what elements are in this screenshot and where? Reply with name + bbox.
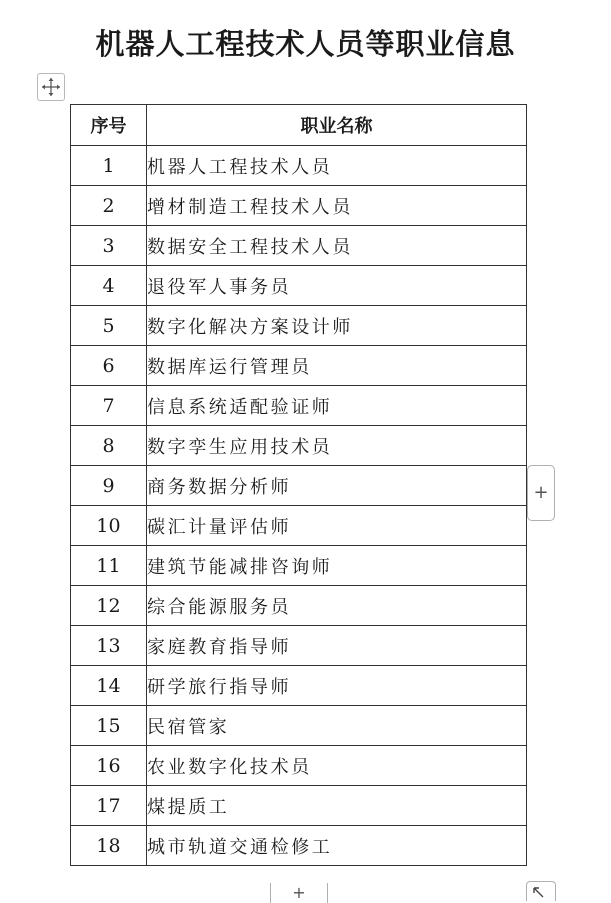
row-serial-cell[interactable]: 4: [71, 266, 147, 306]
row-serial-cell[interactable]: 1: [71, 146, 147, 186]
table-row: [71, 586, 527, 626]
row-serial-cell[interactable]: 17: [71, 786, 147, 826]
row-occupation-cell[interactable]: 综合能源服务员: [147, 586, 527, 626]
row-serial-cell[interactable]: 8: [71, 426, 147, 466]
row-occupation-cell[interactable]: 信息系统适配验证师: [147, 386, 527, 426]
table-row: [71, 146, 527, 186]
table-row: [71, 346, 527, 386]
table-row: [71, 226, 527, 266]
row-serial-cell[interactable]: 12: [71, 586, 147, 626]
row-occupation-cell[interactable]: 退役军人事务员: [147, 266, 527, 306]
row-occupation-cell[interactable]: 数据库运行管理员: [147, 346, 527, 386]
row-serial-cell[interactable]: 7: [71, 386, 147, 426]
row-serial-cell[interactable]: 6: [71, 346, 147, 386]
row-serial-cell[interactable]: 9: [71, 466, 147, 506]
row-occupation-cell[interactable]: 数字孪生应用技术员: [147, 426, 527, 466]
table-row: [71, 426, 527, 466]
row-occupation-cell[interactable]: 煤提质工: [147, 786, 527, 826]
table-row: [71, 706, 527, 746]
header-occupation[interactable]: 职业名称: [147, 105, 527, 146]
add-row-button[interactable]: +: [270, 883, 328, 903]
row-occupation-cell[interactable]: 建筑节能减排咨询师: [147, 546, 527, 586]
row-serial-cell[interactable]: 11: [71, 546, 147, 586]
table-header-row: [71, 105, 527, 146]
row-serial-cell[interactable]: 10: [71, 506, 147, 546]
table-row: [71, 466, 527, 506]
row-serial-cell[interactable]: 2: [71, 186, 147, 226]
row-occupation-cell[interactable]: 农业数字化技术员: [147, 746, 527, 786]
table-resize-handle[interactable]: [526, 881, 556, 901]
table-row: [71, 266, 527, 306]
table-row: [71, 826, 527, 866]
table-row: [71, 546, 527, 586]
row-serial-cell[interactable]: 13: [71, 626, 147, 666]
row-occupation-cell[interactable]: 增材制造工程技术人员: [147, 186, 527, 226]
table-row: [71, 506, 527, 546]
row-occupation-cell[interactable]: 机器人工程技术人员: [147, 146, 527, 186]
row-serial-cell[interactable]: 15: [71, 706, 147, 746]
resize-arrow-icon: [532, 886, 544, 898]
row-serial-cell[interactable]: 3: [71, 226, 147, 266]
table-row: [71, 666, 527, 706]
move-arrows-icon: [41, 77, 61, 97]
row-serial-cell[interactable]: 18: [71, 826, 147, 866]
header-serial[interactable]: 序号: [71, 105, 147, 146]
row-occupation-cell[interactable]: 家庭教育指导师: [147, 626, 527, 666]
row-serial-cell[interactable]: 14: [71, 666, 147, 706]
table-row: [71, 626, 527, 666]
row-serial-cell[interactable]: 5: [71, 306, 147, 346]
table-row: [71, 306, 527, 346]
row-occupation-cell[interactable]: 城市轨道交通检修工: [147, 826, 527, 866]
table-row: [71, 386, 527, 426]
table-row: [71, 186, 527, 226]
row-serial-cell[interactable]: 16: [71, 746, 147, 786]
row-occupation-cell[interactable]: 碳汇计量评估师: [147, 506, 527, 546]
row-occupation-cell[interactable]: 研学旅行指导师: [147, 666, 527, 706]
row-occupation-cell[interactable]: 数据安全工程技术人员: [147, 226, 527, 266]
row-occupation-cell[interactable]: 数字化解决方案设计师: [147, 306, 527, 346]
page-title: 机器人工程技术人员等职业信息: [95, 27, 516, 61]
add-column-button[interactable]: +: [527, 465, 555, 521]
table-move-handle[interactable]: [37, 73, 65, 101]
row-occupation-cell[interactable]: 民宿管家: [147, 706, 527, 746]
occupation-table: [70, 104, 527, 866]
table-row: [71, 746, 527, 786]
table-row: [71, 786, 527, 826]
row-occupation-cell[interactable]: 商务数据分析师: [147, 466, 527, 506]
